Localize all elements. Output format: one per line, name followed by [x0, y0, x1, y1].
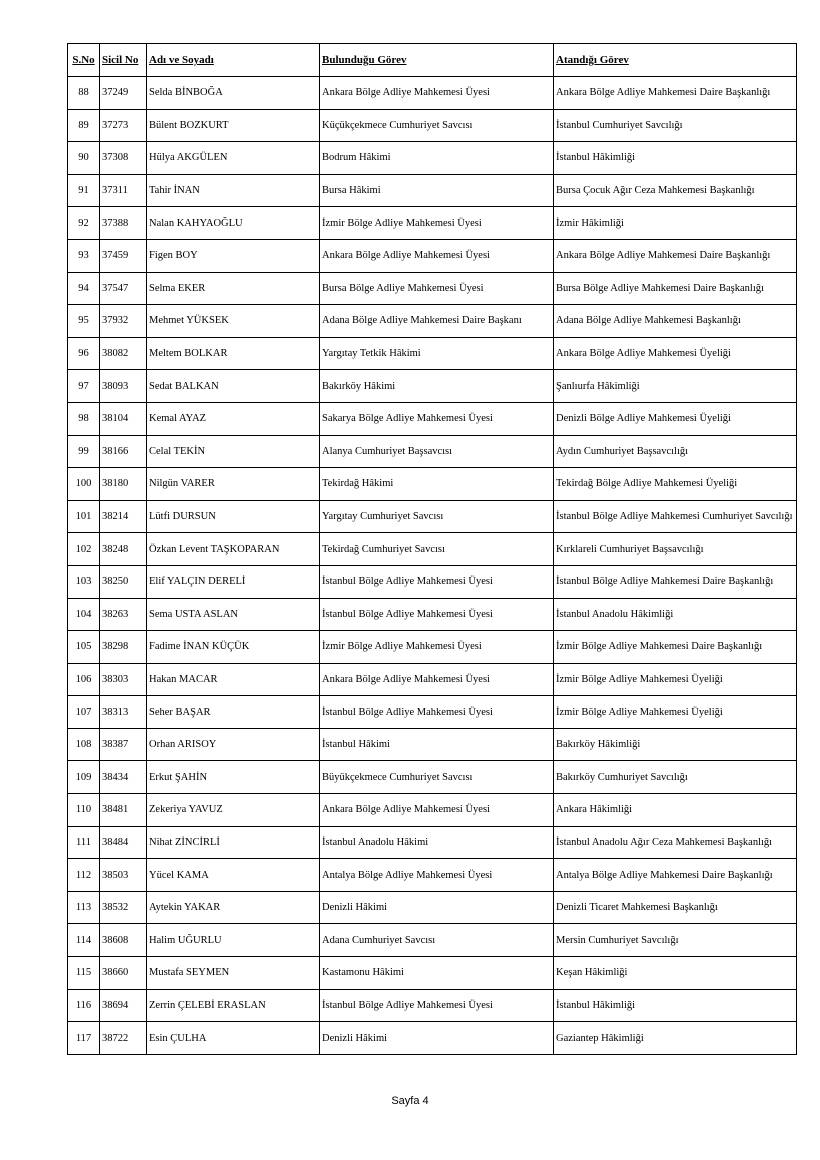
table-row	[68, 174, 797, 207]
header-assigned-position: Atandığı Görev	[554, 44, 797, 77]
row-current-position: Denizli Hâkimi	[320, 891, 554, 924]
table-row	[68, 142, 797, 175]
header-row	[68, 44, 797, 77]
row-current-position: Ankara Bölge Adliye Mahkemesi Üyesi	[320, 794, 554, 827]
row-current-position: İstanbul Bölge Adliye Mahkemesi Üyesi	[320, 598, 554, 631]
row-assigned-position: Gaziantep Hâkimliği	[554, 1022, 797, 1055]
row-sno: 113	[68, 891, 100, 924]
row-name: Fadime İNAN KÜÇÜK	[147, 631, 320, 664]
row-current-position: İstanbul Bölge Adliye Mahkemesi Üyesi	[320, 696, 554, 729]
row-name: Nilgün VARER	[147, 468, 320, 501]
table-row	[68, 598, 797, 631]
row-sicil: 38303	[100, 663, 147, 696]
row-name: Hülya AKGÜLEN	[147, 142, 320, 175]
row-sicil: 37311	[100, 174, 147, 207]
row-sicil: 38313	[100, 696, 147, 729]
row-assigned-position: İstanbul Bölge Adliye Mahkemesi Cumhuriyet Savcılığı	[554, 500, 797, 533]
row-assigned-position: Bursa Bölge Adliye Mahkemesi Daire Başkanlığı	[554, 272, 797, 305]
table-row	[68, 761, 797, 794]
row-sicil: 38694	[100, 989, 147, 1022]
row-sicil: 37249	[100, 77, 147, 110]
row-sno: 109	[68, 761, 100, 794]
table-row	[68, 77, 797, 110]
appointments-table	[67, 43, 797, 1055]
row-sno: 99	[68, 435, 100, 468]
row-current-position: Bakırköy Hâkimi	[320, 370, 554, 403]
row-current-position: Tekirdağ Cumhuriyet Savcısı	[320, 533, 554, 566]
table-row	[68, 500, 797, 533]
table-row	[68, 402, 797, 435]
row-current-position: Alanya Cumhuriyet Başsavcısı	[320, 435, 554, 468]
page-number: Sayfa 4	[391, 1095, 429, 1107]
table-row	[68, 957, 797, 990]
table-row	[68, 370, 797, 403]
header-name: Adı ve Soyadı	[147, 44, 320, 77]
row-assigned-position: Tekirdağ Bölge Adliye Mahkemesi Üyeliği	[554, 468, 797, 501]
row-name: Nalan KAHYAOĞLU	[147, 207, 320, 240]
row-sno: 90	[68, 142, 100, 175]
table-row	[68, 207, 797, 240]
row-assigned-position: Denizli Ticaret Mahkemesi Başkanlığı	[554, 891, 797, 924]
header-sicil: Sicil No	[100, 44, 147, 77]
table-row	[68, 663, 797, 696]
row-name: Elif YALÇIN DERELİ	[147, 565, 320, 598]
row-name: Sema USTA ASLAN	[147, 598, 320, 631]
row-sno: 105	[68, 631, 100, 664]
row-current-position: İstanbul Bölge Adliye Mahkemesi Üyesi	[320, 565, 554, 598]
row-sicil: 38608	[100, 924, 147, 957]
row-sicil: 38250	[100, 565, 147, 598]
row-sicil: 38484	[100, 826, 147, 859]
row-assigned-position: İstanbul Anadolu Hâkimliği	[554, 598, 797, 631]
row-current-position: İzmir Bölge Adliye Mahkemesi Üyesi	[320, 631, 554, 664]
row-sno: 98	[68, 402, 100, 435]
row-name: Figen BOY	[147, 239, 320, 272]
row-sicil: 38214	[100, 500, 147, 533]
row-name: Esin ÇULHA	[147, 1022, 320, 1055]
row-sno: 104	[68, 598, 100, 631]
row-sicil: 37273	[100, 109, 147, 142]
row-assigned-position: İstanbul Bölge Adliye Mahkemesi Daire Başkanlığı	[554, 565, 797, 598]
table-row	[68, 989, 797, 1022]
row-name: Selda BİNBOĞA	[147, 77, 320, 110]
row-assigned-position: Kırklareli Cumhuriyet Başsavcılığı	[554, 533, 797, 566]
row-name: Mustafa SEYMEN	[147, 957, 320, 990]
row-assigned-position: Ankara Bölge Adliye Mahkemesi Daire Başkanlığı	[554, 239, 797, 272]
row-name: Özkan Levent TAŞKOPARAN	[147, 533, 320, 566]
row-name: Selma EKER	[147, 272, 320, 305]
row-sicil: 38503	[100, 859, 147, 892]
row-name: Sedat BALKAN	[147, 370, 320, 403]
row-sno: 89	[68, 109, 100, 142]
table-row	[68, 337, 797, 370]
row-sno: 110	[68, 794, 100, 827]
row-sno: 115	[68, 957, 100, 990]
row-sno: 116	[68, 989, 100, 1022]
row-name: Zekeriya YAVUZ	[147, 794, 320, 827]
row-sicil: 38481	[100, 794, 147, 827]
row-sicil: 38387	[100, 728, 147, 761]
row-sicil: 37308	[100, 142, 147, 175]
row-assigned-position: Keşan Hâkimliği	[554, 957, 797, 990]
row-current-position: Sakarya Bölge Adliye Mahkemesi Üyesi	[320, 402, 554, 435]
row-current-position: Antalya Bölge Adliye Mahkemesi Üyesi	[320, 859, 554, 892]
row-current-position: Büyükçekmece Cumhuriyet Savcısı	[320, 761, 554, 794]
row-assigned-position: İzmir Hâkimliği	[554, 207, 797, 240]
table-row	[68, 794, 797, 827]
row-name: Meltem BOLKAR	[147, 337, 320, 370]
row-name: Lütfi DURSUN	[147, 500, 320, 533]
row-sno: 93	[68, 239, 100, 272]
row-sno: 102	[68, 533, 100, 566]
row-name: Celal TEKİN	[147, 435, 320, 468]
row-assigned-position: Bakırköy Cumhuriyet Savcılığı	[554, 761, 797, 794]
row-sicil: 38248	[100, 533, 147, 566]
row-current-position: Kastamonu Hâkimi	[320, 957, 554, 990]
row-sno: 94	[68, 272, 100, 305]
table-row	[68, 468, 797, 501]
row-current-position: Adana Bölge Adliye Mahkemesi Daire Başkanı	[320, 305, 554, 338]
table-row	[68, 109, 797, 142]
row-assigned-position: Bakırköy Hâkimliği	[554, 728, 797, 761]
row-current-position: Yargıtay Tetkik Hâkimi	[320, 337, 554, 370]
row-current-position: İstanbul Anadolu Hâkimi	[320, 826, 554, 859]
row-sicil: 38166	[100, 435, 147, 468]
row-name: Bülent BOZKURT	[147, 109, 320, 142]
row-assigned-position: Ankara Bölge Adliye Mahkemesi Üyeliği	[554, 337, 797, 370]
row-name: Aytekin YAKAR	[147, 891, 320, 924]
row-current-position: Bursa Bölge Adliye Mahkemesi Üyesi	[320, 272, 554, 305]
row-sno: 111	[68, 826, 100, 859]
row-assigned-position: İzmir Bölge Adliye Mahkemesi Üyeliği	[554, 663, 797, 696]
row-current-position: İstanbul Hâkimi	[320, 728, 554, 761]
row-name: Yücel KAMA	[147, 859, 320, 892]
table-row	[68, 533, 797, 566]
table-row	[68, 826, 797, 859]
row-current-position: Ankara Bölge Adliye Mahkemesi Üyesi	[320, 239, 554, 272]
row-current-position: Ankara Bölge Adliye Mahkemesi Üyesi	[320, 77, 554, 110]
row-name: Mehmet YÜKSEK	[147, 305, 320, 338]
row-name: Nihat ZİNCİRLİ	[147, 826, 320, 859]
row-sicil: 38093	[100, 370, 147, 403]
row-sicil: 38434	[100, 761, 147, 794]
table-row	[68, 728, 797, 761]
row-current-position: Adana Cumhuriyet Savcısı	[320, 924, 554, 957]
row-assigned-position: Denizli Bölge Adliye Mahkemesi Üyeliği	[554, 402, 797, 435]
row-sno: 91	[68, 174, 100, 207]
table-row	[68, 924, 797, 957]
row-assigned-position: İstanbul Hâkimliği	[554, 989, 797, 1022]
row-current-position: Bodrum Hâkimi	[320, 142, 554, 175]
row-assigned-position: Şanlıurfa Hâkimliği	[554, 370, 797, 403]
row-name: Halim UĞURLU	[147, 924, 320, 957]
row-sicil: 38532	[100, 891, 147, 924]
row-current-position: İstanbul Bölge Adliye Mahkemesi Üyesi	[320, 989, 554, 1022]
row-sicil: 37932	[100, 305, 147, 338]
row-sno: 103	[68, 565, 100, 598]
row-assigned-position: İzmir Bölge Adliye Mahkemesi Üyeliği	[554, 696, 797, 729]
row-current-position: Küçükçekmece Cumhuriyet Savcısı	[320, 109, 554, 142]
row-sno: 92	[68, 207, 100, 240]
row-sicil: 37547	[100, 272, 147, 305]
row-current-position: Bursa Hâkimi	[320, 174, 554, 207]
row-name: Hakan MACAR	[147, 663, 320, 696]
table-row	[68, 239, 797, 272]
row-current-position: Ankara Bölge Adliye Mahkemesi Üyesi	[320, 663, 554, 696]
row-sno: 108	[68, 728, 100, 761]
row-assigned-position: Ankara Hâkimliği	[554, 794, 797, 827]
row-name: Seher BAŞAR	[147, 696, 320, 729]
row-assigned-position: Adana Bölge Adliye Mahkemesi Başkanlığı	[554, 305, 797, 338]
row-sicil: 38298	[100, 631, 147, 664]
row-name: Tahir İNAN	[147, 174, 320, 207]
row-sno: 97	[68, 370, 100, 403]
row-assigned-position: İstanbul Anadolu Ağır Ceza Mahkemesi Başkanlığı	[554, 826, 797, 859]
row-name: Kemal AYAZ	[147, 402, 320, 435]
table-row	[68, 891, 797, 924]
header-sno: S.No	[68, 44, 100, 77]
row-sno: 117	[68, 1022, 100, 1055]
row-sno: 95	[68, 305, 100, 338]
table-row	[68, 859, 797, 892]
row-sicil: 38180	[100, 468, 147, 501]
row-current-position: Tekirdağ Hâkimi	[320, 468, 554, 501]
table-row	[68, 435, 797, 468]
row-sicil: 38660	[100, 957, 147, 990]
row-assigned-position: Aydın Cumhuriyet Başsavcılığı	[554, 435, 797, 468]
table-row	[68, 1022, 797, 1055]
row-sno: 101	[68, 500, 100, 533]
row-sno: 88	[68, 77, 100, 110]
row-assigned-position: İstanbul Hâkimliği	[554, 142, 797, 175]
row-sno: 112	[68, 859, 100, 892]
row-sicil: 38263	[100, 598, 147, 631]
table-row	[68, 696, 797, 729]
row-current-position: İzmir Bölge Adliye Mahkemesi Üyesi	[320, 207, 554, 240]
row-sno: 100	[68, 468, 100, 501]
row-name: Zerrin ÇELEBİ ERASLAN	[147, 989, 320, 1022]
row-name: Erkut ŞAHİN	[147, 761, 320, 794]
row-sno: 96	[68, 337, 100, 370]
row-sno: 114	[68, 924, 100, 957]
row-sicil: 37388	[100, 207, 147, 240]
row-sno: 106	[68, 663, 100, 696]
row-name: Orhan ARISOY	[147, 728, 320, 761]
row-sicil: 38082	[100, 337, 147, 370]
row-assigned-position: Bursa Çocuk Ağır Ceza Mahkemesi Başkanlığı	[554, 174, 797, 207]
row-sicil: 38722	[100, 1022, 147, 1055]
row-assigned-position: İstanbul Cumhuriyet Savcılığı	[554, 109, 797, 142]
table-row	[68, 565, 797, 598]
row-sno: 107	[68, 696, 100, 729]
table-row	[68, 272, 797, 305]
row-current-position: Denizli Hâkimi	[320, 1022, 554, 1055]
row-assigned-position: Ankara Bölge Adliye Mahkemesi Daire Başkanlığı	[554, 77, 797, 110]
row-sicil: 38104	[100, 402, 147, 435]
table-row	[68, 631, 797, 664]
table-row	[68, 305, 797, 338]
row-current-position: Yargıtay Cumhuriyet Savcısı	[320, 500, 554, 533]
row-sicil: 37459	[100, 239, 147, 272]
header-current-position: Bulunduğu Görev	[320, 44, 554, 77]
row-assigned-position: Mersin Cumhuriyet Savcılığı	[554, 924, 797, 957]
row-assigned-position: Antalya Bölge Adliye Mahkemesi Daire Başkanlığı	[554, 859, 797, 892]
row-assigned-position: İzmir Bölge Adliye Mahkemesi Daire Başkanlığı	[554, 631, 797, 664]
